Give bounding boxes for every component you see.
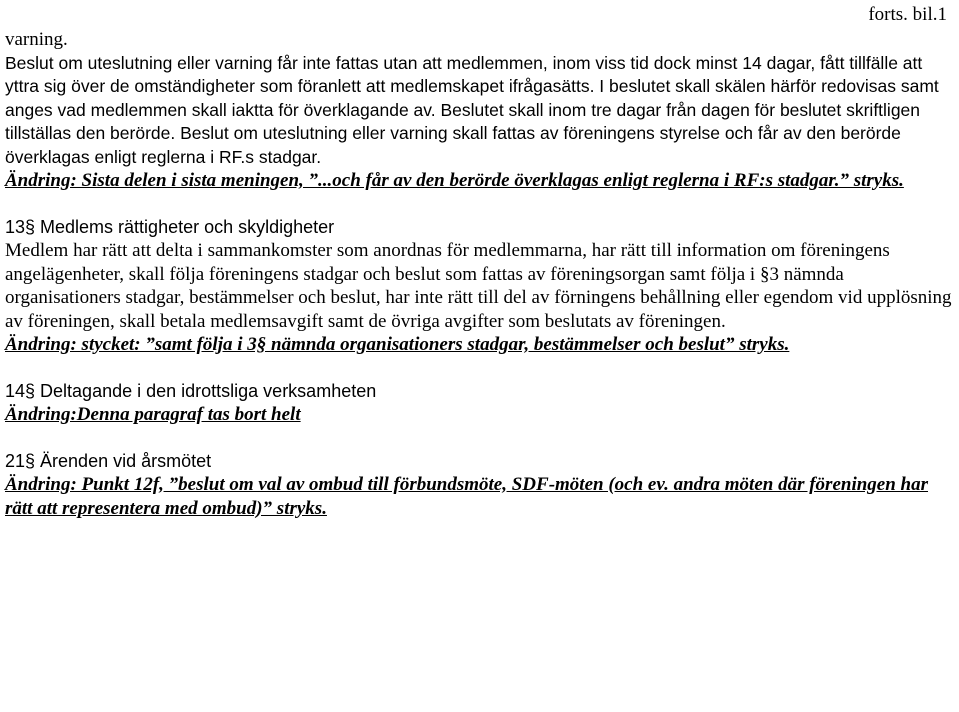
intro-change-note: Ändring: Sista delen i sista meningen, ”...och får av den berörde överklagas enligt reglerna i RF:s stadgar.” stryks. xyxy=(5,170,904,191)
section-13-heading: 13§ Medlems rättigheter och skyldigheter xyxy=(5,216,335,237)
section-13-body: Medlem har rätt att delta i sammankomster som anordnas för medlemmarna, har rätt till information om föreningens angelägenheter, skall följa föreningens stadgar och beslut som fattas av föreningsorgan samt följa i §3 nämnda organisationers stadgar, bestämmelser och beslut, har inte rätt till del av förningens behållning eller egendom vid upplösning av föreningen, skall betala medlemsavgift samt de övriga avgifter som beslutats av föreningen. xyxy=(5,240,952,332)
document-body xyxy=(5,28,953,520)
intro-paragraph: Beslut om uteslutning eller varning får inte fattas utan att medlemmen, inom viss tid dock minst 14 dagar, fått tillfälle att yttra sig över de omständigheter som föranlett att medlemskapet ifrågasätts. I beslutet skall skälen härför redovisas samt anges vad medlemmen skall iaktta för överklagande av. Beslutet skall inom tre dagar från dagen för beslutet skriftligen tillställas den berörde. Beslut om uteslutning eller varning skall fattas av föreningens styrelse och får av den berörde överklagas enligt reglerna i RF.s stadgar. xyxy=(5,52,939,167)
page-header-label: forts. bil.1 xyxy=(868,4,947,25)
section-13-change-note: Ändring: stycket: ”samt följa i 3§ nämnda organisationers stadgar, bestämmelser och beslut” stryks. xyxy=(5,334,790,355)
section-21-heading: 21§ Ärenden vid årsmötet xyxy=(5,450,212,471)
section-21-change-note: Ändring: Punkt 12f, ”beslut om val av ombud till förbundsmöte, SDF-möten (och ev. andra möten där föreningen har rätt att representera med ombud)” stryks. xyxy=(5,474,929,519)
intro-line: varning. xyxy=(5,29,68,50)
section-14-heading: 14§ Deltagande i den idrottsliga verksamheten xyxy=(5,380,377,401)
section-14-change-note: Ändring:Denna paragraf tas bort helt xyxy=(5,404,301,425)
